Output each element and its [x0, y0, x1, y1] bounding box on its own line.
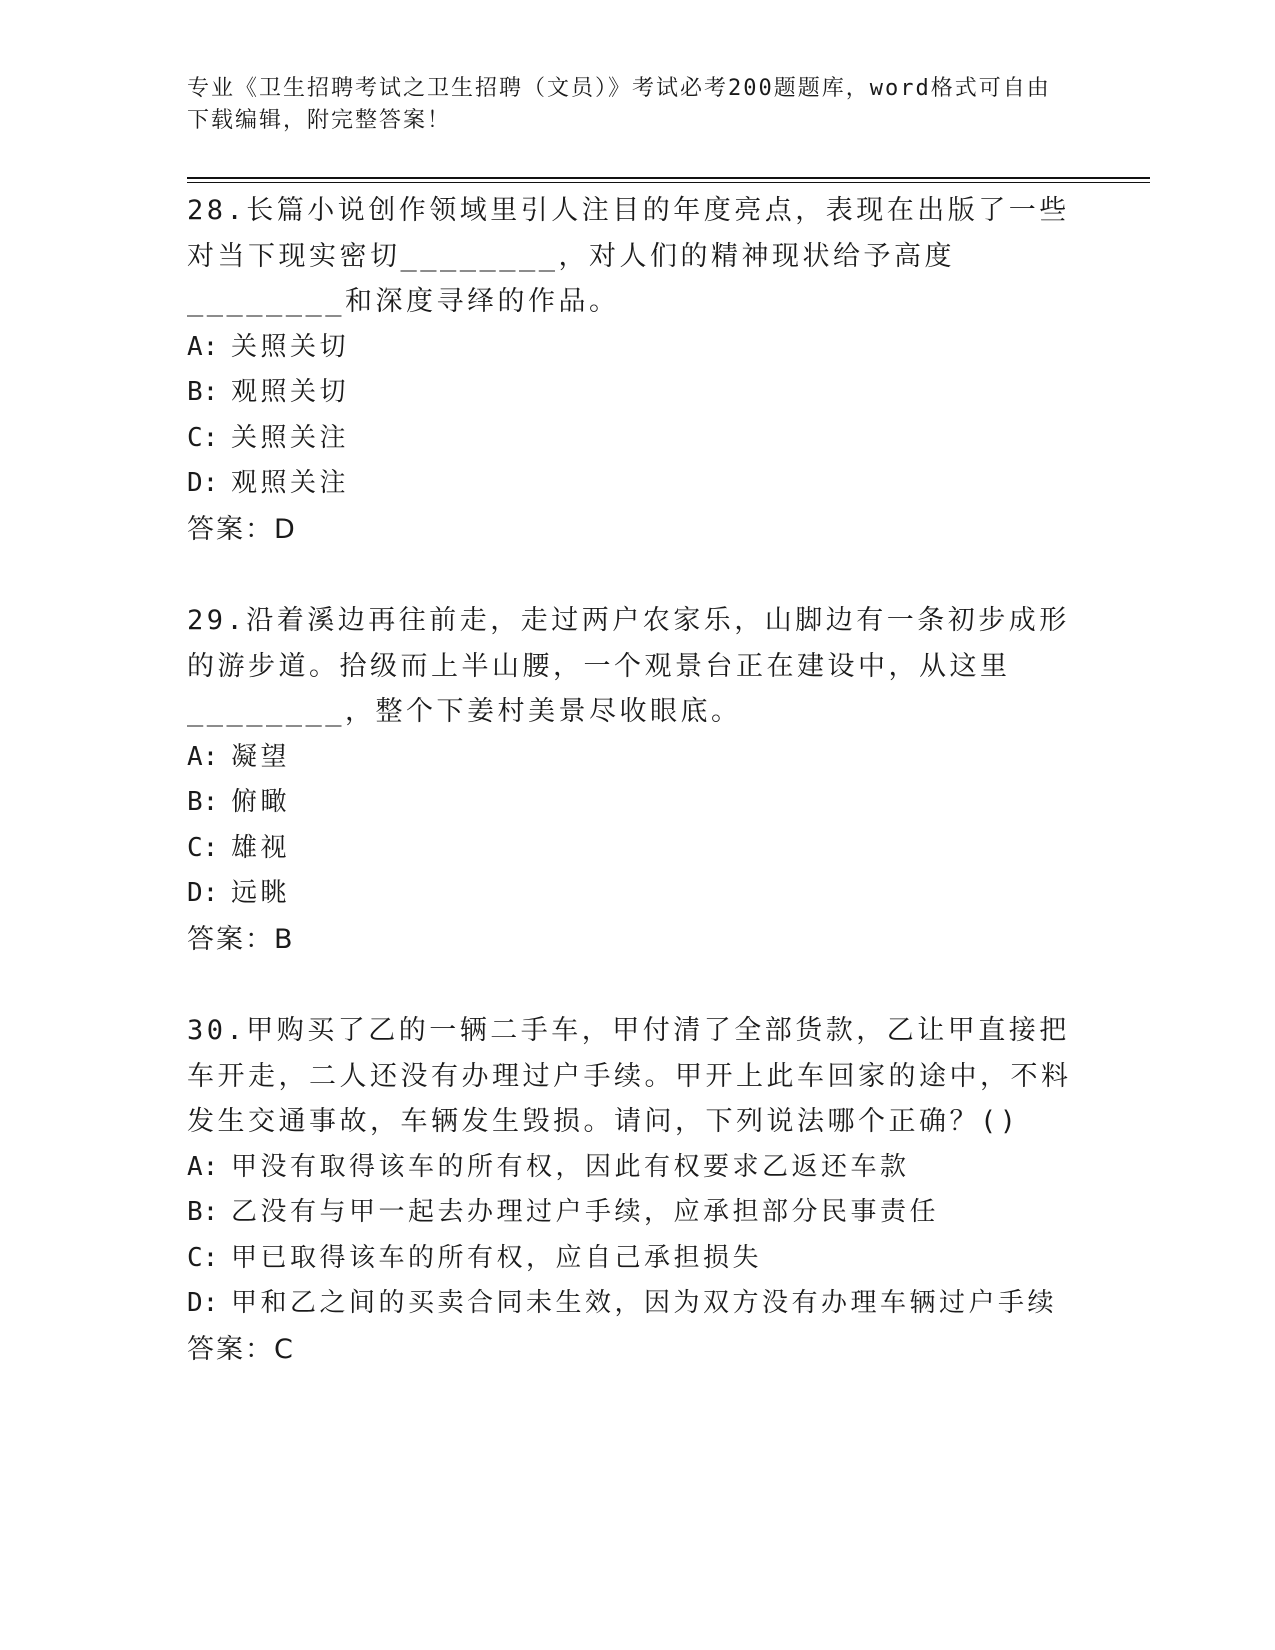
option-c	[187, 416, 1087, 462]
option-text: 甲没有取得该车的所有权，因此有权要求乙返还车款	[231, 1151, 910, 1182]
answer-line: 答案：C	[187, 1333, 295, 1365]
option-letter: A:	[187, 1151, 219, 1182]
header-intro-text: 专业《卫生招聘考试之卫生招聘（文员）》考试必考200题题库，word格式可自由下载编辑，附完整答案！	[187, 76, 1051, 133]
option-text: 关照关切	[231, 331, 350, 362]
question-stem: 29.沿着溪边再往前走，走过两户农家乐，山脚边有一条初步成形的游步道。拾级而上半山腰，一个观景台正在建设中，从这里________，整个下姜村美景尽收眼底。	[187, 605, 1070, 727]
question-28	[187, 188, 1087, 552]
option-a	[187, 325, 1087, 371]
option-text: 凝望	[231, 741, 291, 772]
option-letter: A:	[187, 741, 219, 772]
option-text: 甲已取得该车的所有权，应自己承担损失	[231, 1242, 763, 1273]
question-list	[187, 188, 1087, 1418]
option-text: 观照关切	[231, 377, 350, 407]
question-stem: 30.甲购买了乙的一辆二手车，甲付清了全部货款，乙让甲直接把车开走，二人还没有办理过户手续。甲开上此车回家的途中，不料发生交通事故，车辆发生毁损。请问，下列说法哪个正确？()	[187, 1015, 1072, 1137]
document-header	[187, 73, 1067, 137]
option-text: 乙没有与甲一起去办理过户手续，应承担部分民事责任	[231, 1197, 940, 1227]
option-text: 甲和乙之间的买卖合同未生效，因为双方没有办理车辆过户手续	[231, 1288, 1058, 1318]
option-text: 远眺	[231, 878, 291, 908]
option-letter: B:	[187, 787, 219, 817]
option-b	[187, 1190, 1087, 1236]
option-letter: C:	[187, 1242, 219, 1273]
option-letter: C:	[187, 832, 219, 863]
option-a	[187, 1145, 1087, 1191]
option-b	[187, 780, 1087, 826]
option-a	[187, 735, 1087, 781]
option-c	[187, 826, 1087, 872]
option-d	[187, 1281, 1087, 1327]
question-30	[187, 1008, 1087, 1372]
option-d	[187, 871, 1087, 917]
option-text: 关照关注	[231, 422, 350, 453]
header-divider-thick	[187, 177, 1150, 179]
question-29	[187, 598, 1087, 962]
option-text: 观照关注	[231, 468, 350, 498]
option-b	[187, 370, 1087, 416]
option-d	[187, 461, 1087, 507]
header-divider-thin	[187, 182, 1150, 183]
option-text: 俯瞰	[231, 787, 291, 817]
option-text: 雄视	[231, 832, 291, 863]
option-letter: A:	[187, 331, 219, 362]
option-letter: C:	[187, 422, 219, 453]
option-letter: D:	[187, 878, 219, 908]
answer-line: 答案：B	[187, 923, 295, 955]
option-c	[187, 1236, 1087, 1282]
option-letter: D:	[187, 468, 219, 498]
answer-line: 答案：D	[187, 513, 297, 545]
option-letter: B:	[187, 1197, 219, 1227]
option-letter: B:	[187, 377, 219, 407]
question-stem: 28.长篇小说创作领域里引人注目的年度亮点，表现在出版了一些对当下现实密切________，对人们的精神现状给予高度________和深度寻绎的作品。	[187, 195, 1070, 317]
option-letter: D:	[187, 1288, 219, 1318]
